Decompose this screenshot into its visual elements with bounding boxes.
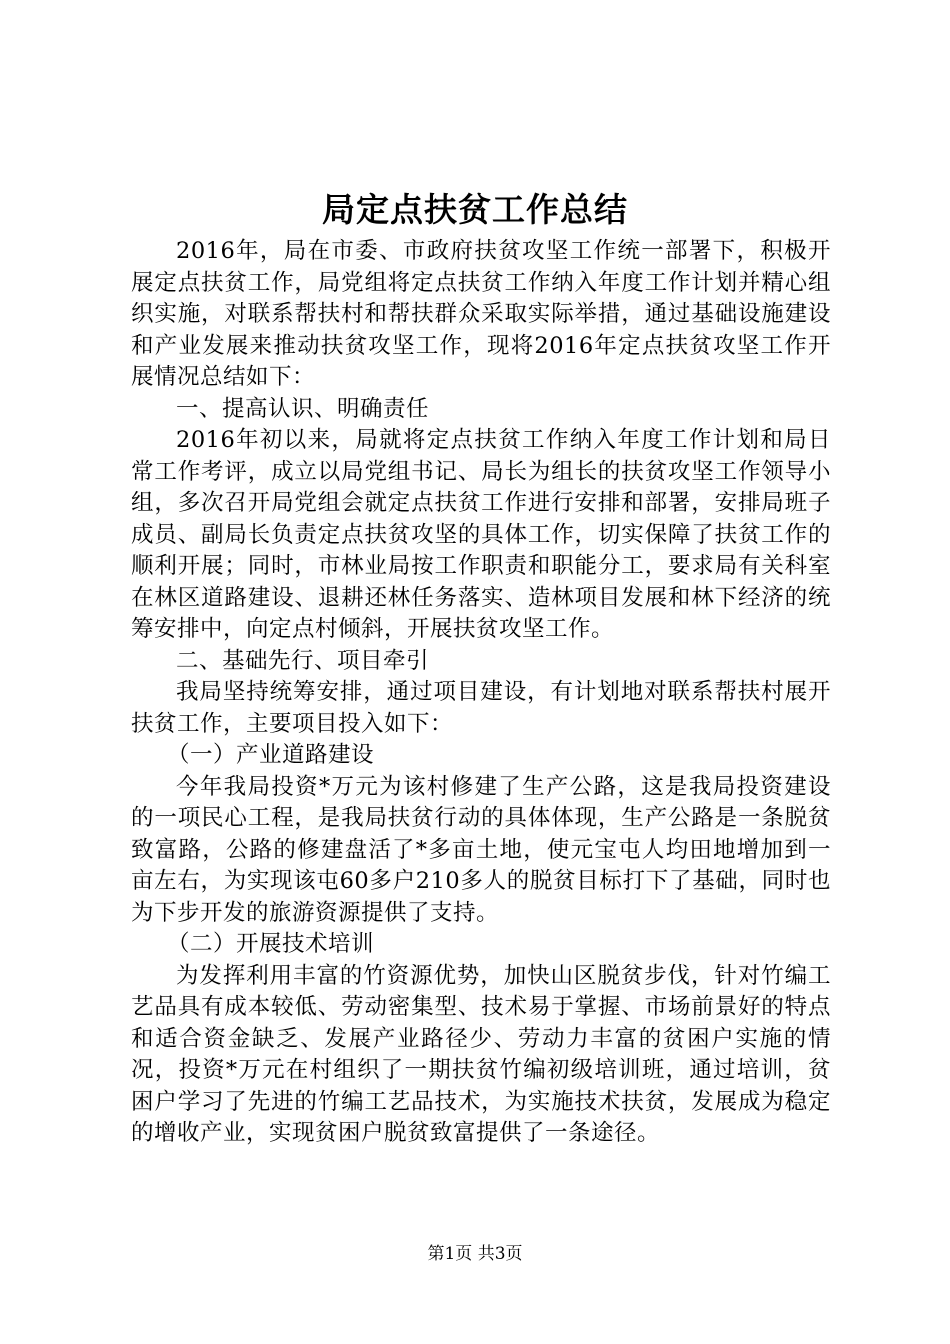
- subsection-heading-1: （一）产业道路建设: [167, 742, 375, 768]
- section-2-paragraph: 我局坚持统筹安排，通过项目建设，有计划地对联系帮扶村展开扶贫工作，主要项目投入如下：: [131, 679, 831, 737]
- subsection-heading-2: （二）开展技术培训: [167, 931, 375, 957]
- subsection-1-paragraph: 今年我局投资*万元为该村修建了生产公路，这是我局投资建设的一项民心工程，是我局扶贫行动的具体体现，生产公路是一条脱贫致富路，公路的修建盘活了*多亩土地，使元宝屯人均田地增加到一亩左右，为实现该屯60多户210多人的脱贫目标打下了基础，同时也为下步开发的旅游资源提供了支持。: [131, 773, 831, 926]
- document-title: 局定点扶贫工作总结: [322, 190, 628, 229]
- document-body: [131, 236, 831, 1150]
- page-footer: 第1页 共3页: [427, 1244, 523, 1264]
- section-heading-1: 一、提高认识、明确责任: [176, 395, 430, 422]
- intro-paragraph: 2016年，局在市委、市政府扶贫攻坚工作统一部署下，积极开展定点扶贫工作，局党组将定点扶贫工作纳入年度工作计划并精心组织实施，对联系帮扶村和帮扶群众采取实际举措，通过基础设施建设和产业发展来推动扶贫攻坚工作，现将2016年定点扶贫攻坚工作开展情况总结如下：: [131, 238, 831, 390]
- section-1-paragraph: 2016年初以来，局就将定点扶贫工作纳入年度工作计划和局日常工作考评，成立以局党组书记、局长为组长的扶贫攻坚工作领导小组，多次召开局党组会就定点扶贫工作进行安排和部署，安排局班子成员、副局长负责定点扶贫攻坚的具体工作，切实保障了扶贫工作的顺利开展；同时，市林业局按工作职责和职能分工，要求局有关科室在林区道路建设、退耕还林任务落实、造林项目发展和林下经济的统筹安排中，向定点村倾斜，开展扶贫攻坚工作。: [131, 427, 831, 642]
- subsection-2-paragraph: 为发挥利用丰富的竹资源优势，加快山区脱贫步伐，针对竹编工艺品具有成本较低、劳动密集型、技术易于掌握、市场前景好的特点和适合资金缺乏、发展产业路径少、劳动力丰富的贫困户实施的情况，投资*万元在村组织了一期扶贫竹编初级培训班，通过培训，贫困户学习了先进的竹编工艺品技术，为实施技术扶贫，发展成为稳定的增收产业，实现贫困户脱贫致富提供了一条途径。: [131, 962, 831, 1146]
- section-heading-2: 二、基础先行、项目牵引: [176, 647, 430, 674]
